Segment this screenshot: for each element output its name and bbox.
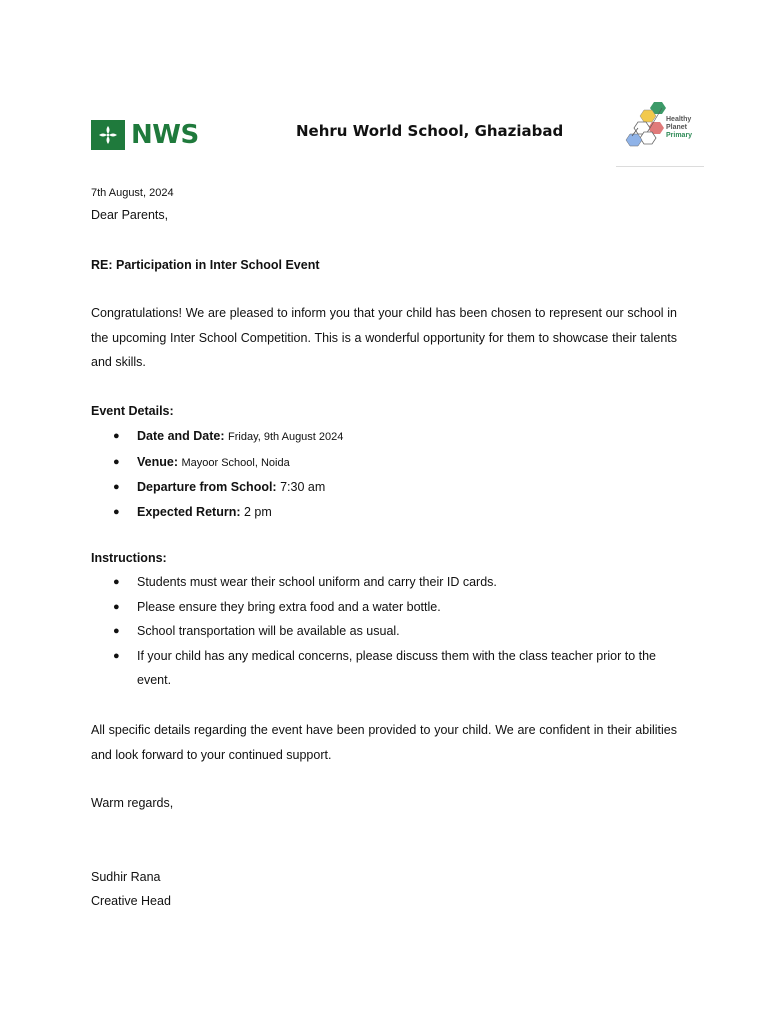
nws-logo (91, 120, 199, 150)
event-detail-label: Date and Date: (137, 429, 225, 443)
emblem-icon (91, 120, 125, 150)
event-detail-item (91, 424, 677, 450)
hp-line-3: Primary (666, 132, 693, 139)
instruction-item (91, 619, 677, 644)
event-detail-value: 7:30 am (280, 480, 326, 494)
bullet-icon: ● (113, 481, 120, 493)
instruction-text: Please ensure they bring extra food and a water bottle. (137, 599, 441, 614)
salutation: Dear Parents, (91, 208, 169, 222)
instruction-item (91, 644, 677, 693)
subject-line: RE: Participation in Inter School Event (91, 258, 320, 272)
bullet-icon: ● (113, 505, 120, 518)
letter-date: 7th August, 2024 (91, 187, 174, 199)
event-detail-label: Expected Return: (137, 504, 241, 519)
healthy-planet-logo (616, 98, 704, 167)
instruction-item (91, 570, 677, 595)
bullet-icon: ● (113, 649, 120, 662)
hexagon-cluster-icon (622, 100, 672, 156)
bullet-icon: ● (113, 576, 120, 588)
event-detail-item (91, 475, 677, 500)
event-detail-value: Friday, 9th August 2024 (228, 431, 344, 443)
hp-line-2: Planet (666, 124, 688, 131)
hp-line-1: Healthy (666, 116, 692, 123)
sign-off: Warm regards, (91, 796, 174, 810)
event-details-list (91, 424, 677, 524)
event-details-heading: Event Details: (91, 404, 174, 418)
nws-logo-text: NWS (131, 120, 199, 150)
intro-paragraph: Congratulations! We are pleased to inform you that your child has been chosen to represent our school in the upcoming Inter School Competition. This is a wonderful opportunity for them to showcase their talents and skills. (91, 306, 677, 369)
instruction-text: School transportation will be available as usual. (137, 624, 400, 638)
healthy-planet-text (666, 116, 692, 140)
instruction-text: Students must wear their school uniform and carry their ID cards. (137, 575, 497, 589)
event-detail-value: 2 pm (243, 504, 272, 519)
event-detail-value: Mayoor School, Noida (181, 456, 290, 469)
instruction-text: If your child has any medical concerns, please discuss them with the class teacher prior to the event. (137, 648, 657, 687)
signatory-title: Creative Head (91, 894, 171, 908)
instructions-heading: Instructions: (91, 551, 167, 565)
bullet-icon: ● (113, 625, 120, 637)
instructions-list (91, 570, 677, 693)
event-detail-label: Departure from School: (137, 480, 277, 494)
bullet-icon: ● (113, 600, 120, 613)
event-detail-label: Venue: (137, 454, 178, 469)
closing-paragraph: All specific details regarding the event have been provided to your child. We are confident in their abilities and look forward to your continued support. (91, 723, 677, 762)
event-detail-item (91, 500, 677, 525)
signatory-name: Sudhir Rana (91, 870, 161, 884)
instruction-item (91, 595, 677, 620)
school-name: Nehru World School, Ghaziabad (296, 122, 564, 140)
bullet-icon: ● (113, 455, 120, 468)
bullet-icon: ● (113, 430, 120, 442)
event-detail-item (91, 450, 677, 476)
